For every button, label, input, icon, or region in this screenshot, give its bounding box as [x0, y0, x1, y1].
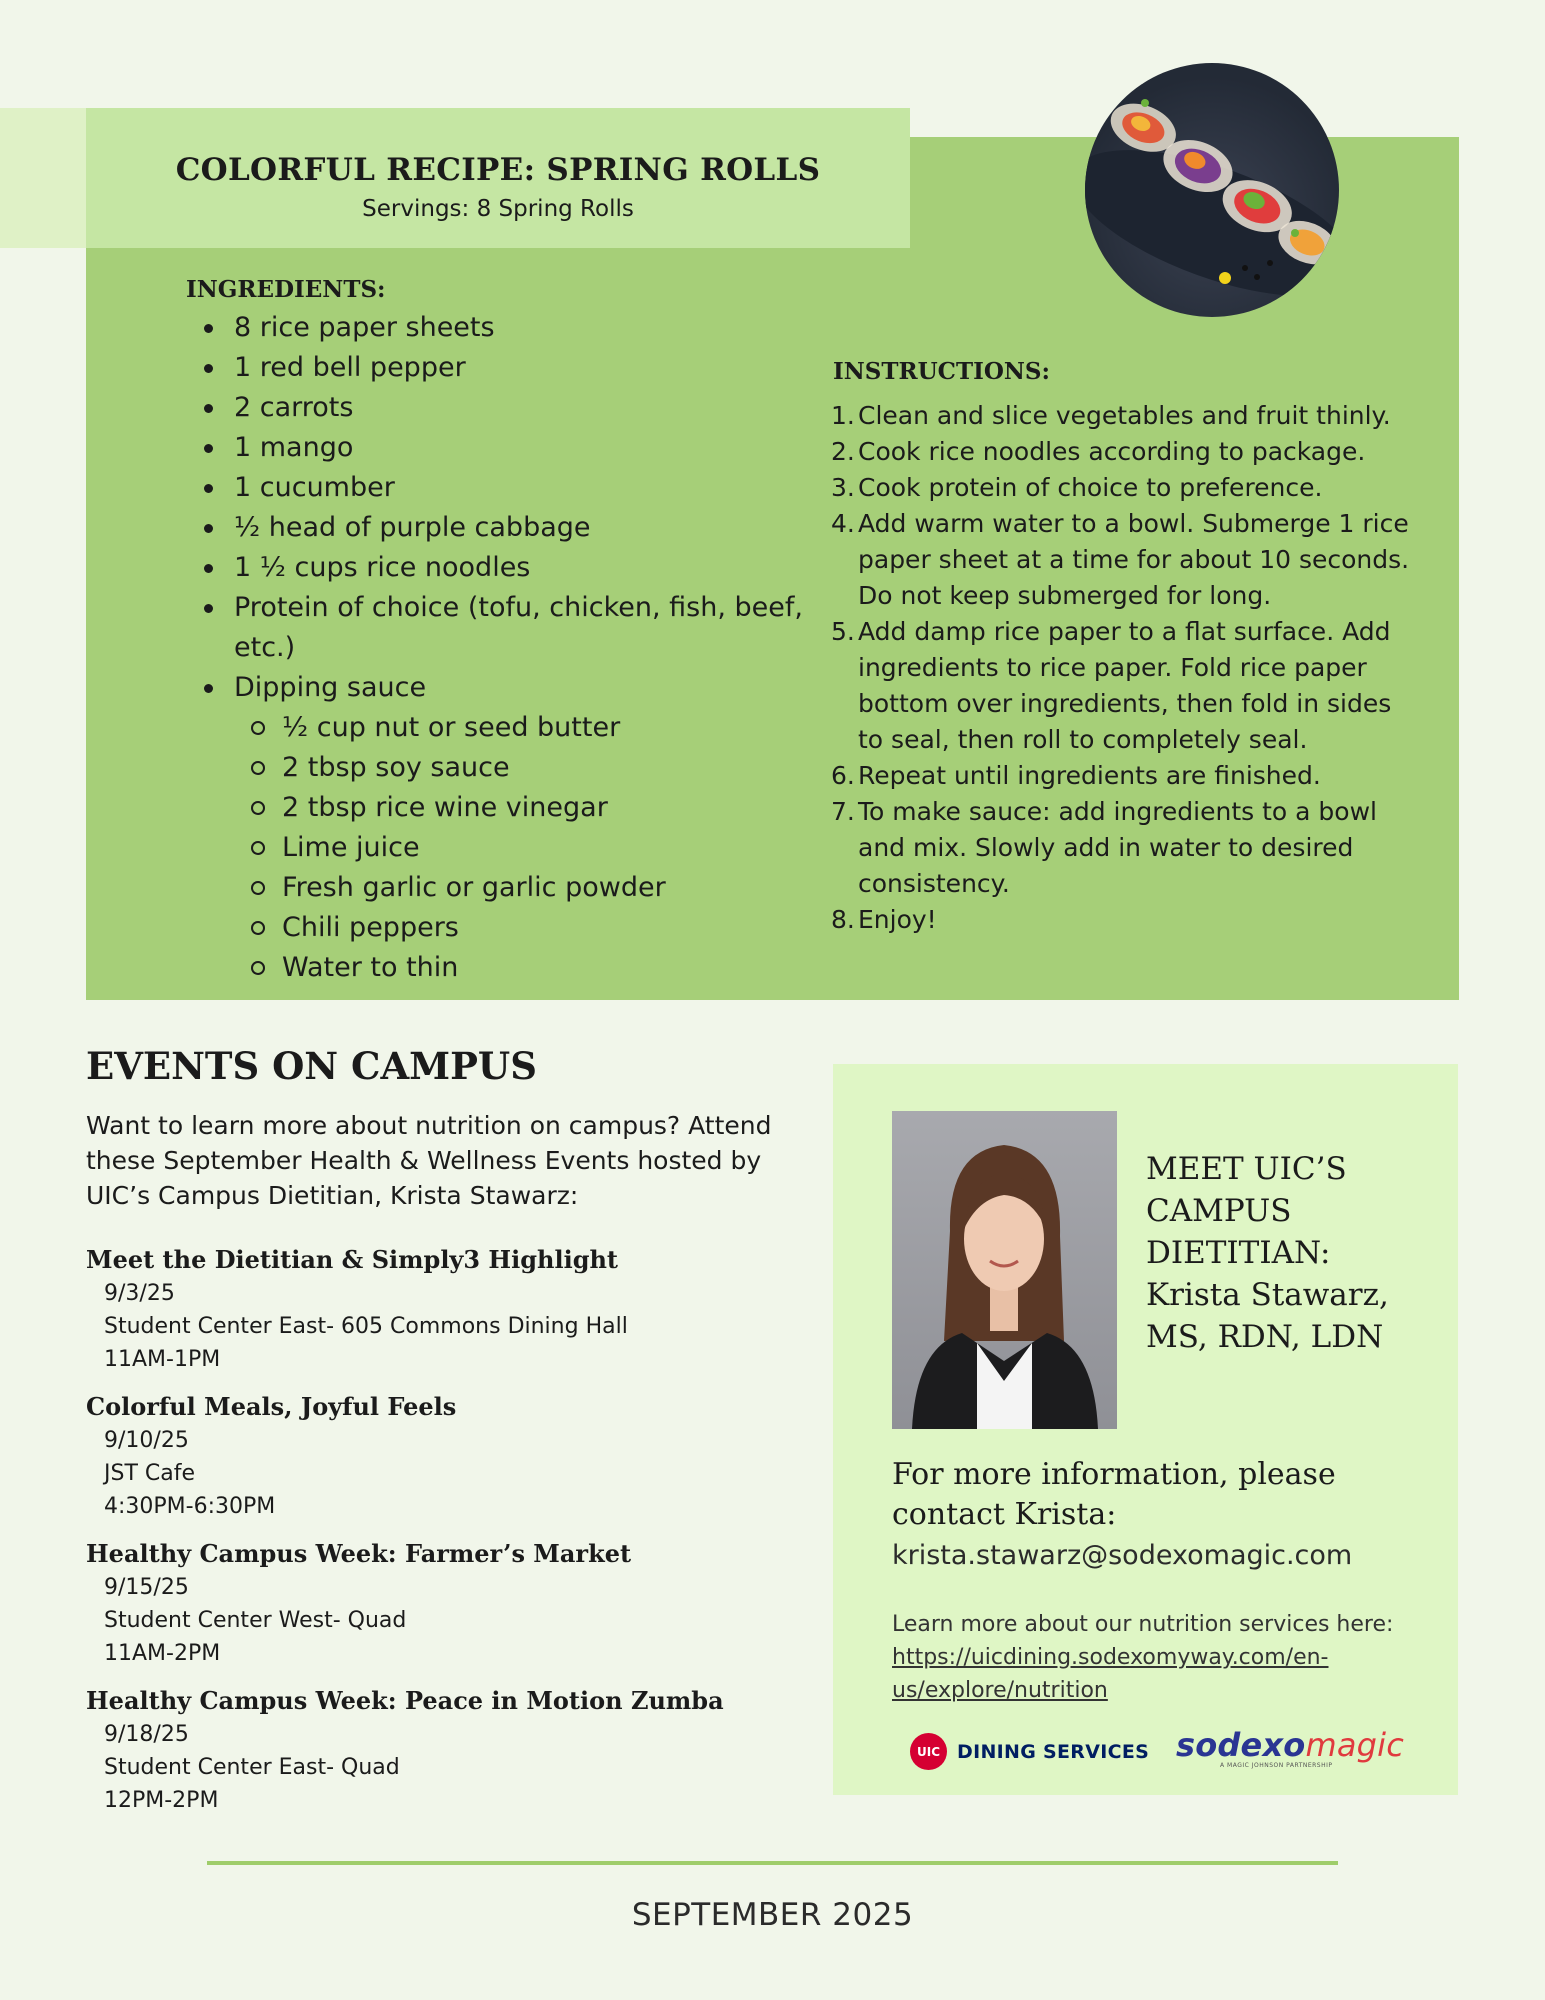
step-number: 5.: [831, 617, 855, 646]
events-title: EVENTS ON CAMPUS: [86, 1044, 537, 1088]
event-name: Healthy Campus Week: Farmer’s Market: [86, 1539, 632, 1568]
ingredient-item: 1 cucumber: [186, 468, 806, 508]
instruction-step: [831, 794, 1421, 902]
sauce-ingredient-item: ½ cup nut or seed butter: [234, 708, 806, 748]
ingredient-item: 2 carrots: [186, 388, 806, 428]
ingredient-item: 1 red bell pepper: [186, 348, 806, 388]
step-number: 3.: [831, 473, 855, 502]
ingredient-item: 8 rice paper sheets: [186, 308, 806, 348]
sodexo-magic-logo: [1176, 1726, 1404, 1769]
ingredient-item: Protein of choice (tofu, chicken, fish, beef, etc.): [186, 588, 806, 668]
recipe-title-box: [86, 108, 910, 248]
ingredient-item: 1 ½ cups rice noodles: [186, 548, 806, 588]
sauce-ingredient-item: Fresh garlic or garlic powder: [234, 868, 806, 908]
event-name: Healthy Campus Week: Peace in Motion Zumba: [86, 1686, 724, 1715]
ingredient-item-label: Dipping sauce: [234, 672, 427, 703]
instructions-heading: INSTRUCTIONS:: [833, 358, 1051, 385]
ingredient-item-dipping-sauce: [186, 668, 806, 988]
step-text: Enjoy!: [858, 905, 937, 934]
sauce-ingredient-item: Water to thin: [234, 948, 806, 988]
instruction-step: [831, 470, 1421, 506]
events-intro: Want to learn more about nutrition on campus? Attend these September Health & Wellness Events hosted by UIC’s Campus Dietitian, Krista Stawarz:: [86, 1111, 772, 1210]
step-text: Cook rice noodles according to package.: [858, 437, 1366, 466]
instruction-step: [831, 902, 1421, 938]
event-location: JST Cafe: [104, 1461, 196, 1486]
nutrition-services-link[interactable]: https://uicdining.sodexomyway.com/en-us/explore/nutrition: [892, 1645, 1329, 1703]
event-location: Student Center East- Quad: [104, 1755, 400, 1780]
learn-more-text: Learn more about our nutrition services here:: [892, 1612, 1394, 1637]
event-date: 9/3/25: [104, 1281, 175, 1306]
sauce-ingredient-item: Chili peppers: [234, 908, 806, 948]
ingredient-item: ½ head of purple cabbage: [186, 508, 806, 548]
ingredient-item: 1 mango: [186, 428, 806, 468]
instructions-list: [831, 398, 1421, 938]
event-date: 9/18/25: [104, 1722, 189, 1747]
learn-more: [892, 1608, 1432, 1707]
event-date: 9/10/25: [104, 1428, 189, 1453]
step-number: 8.: [831, 905, 855, 934]
event-time: 11AM-2PM: [104, 1641, 221, 1666]
meet-line: Krista Stawarz,: [1146, 1277, 1389, 1313]
dietitian-headshot: [892, 1111, 1117, 1429]
more-info-text: For more information, please contact Krista:: [892, 1457, 1336, 1532]
meet-line: MS, RDN, LDN: [1146, 1319, 1384, 1355]
recipe-title: COLORFUL RECIPE: SPRING ROLLS: [175, 152, 821, 188]
step-text: Repeat until ingredients are finished.: [858, 761, 1321, 790]
event-name: Meet the Dietitian & Simply3 Highlight: [86, 1245, 619, 1274]
step-text: Add damp rice paper to a flat surface. Add ingredients to rice paper. Fold rice paper bottom over ingredients, then fold in sides to seal, then roll to completely seal.: [858, 617, 1392, 754]
event-time: 4:30PM-6:30PM: [104, 1494, 276, 1519]
sodexo-word: sodexo: [1176, 1726, 1306, 1764]
ingredients-heading: INGREDIENTS:: [186, 276, 386, 303]
instruction-step: [831, 398, 1421, 434]
meet-line: CAMPUS: [1146, 1193, 1292, 1229]
event-item: [86, 1243, 786, 1376]
step-text: To make sauce: add ingredients to a bowl and mix. Slowly add in water to desired consistency.: [858, 797, 1377, 898]
event-item: [86, 1684, 786, 1817]
event-item: [86, 1537, 786, 1670]
step-number: 7.: [831, 797, 855, 826]
step-number: 6.: [831, 761, 855, 790]
instruction-step: [831, 614, 1421, 758]
uic-dining-text: DINING SERVICES: [957, 1740, 1150, 1763]
meet-dietitian-heading: [1146, 1148, 1436, 1358]
footer-divider: [207, 1861, 1338, 1865]
spring-rolls-photo: [1085, 63, 1339, 317]
instruction-step: [831, 434, 1421, 470]
sodexo-tagline: A MAGIC JOHNSON PARTNERSHIP: [1220, 1762, 1333, 1769]
event-date: 9/15/25: [104, 1575, 189, 1600]
meet-line: MEET UIC’S: [1146, 1151, 1347, 1187]
instruction-step: [831, 758, 1421, 794]
sauce-ingredient-item: Lime juice: [234, 828, 806, 868]
event-time: 12PM-2PM: [104, 1788, 219, 1813]
contact-email[interactable]: krista.stawarz@sodexomagic.com: [892, 1540, 1353, 1571]
event-time: 11AM-1PM: [104, 1347, 221, 1372]
uic-dining-logo: [910, 1733, 1149, 1770]
step-number: 4.: [831, 509, 855, 538]
step-number: 2.: [831, 437, 855, 466]
sauce-ingredient-item: 2 tbsp soy sauce: [234, 748, 806, 788]
footer-date: SEPTEMBER 2025: [631, 1897, 914, 1933]
step-text: Add warm water to a bowl. Submerge 1 rice paper sheet at a time for about 10 seconds. Do not keep submerged for long.: [858, 509, 1410, 610]
meet-line: DIETITIAN:: [1146, 1235, 1331, 1271]
sauce-ingredient-item: 2 tbsp rice wine vinegar: [234, 788, 806, 828]
magic-word: magic: [1305, 1726, 1405, 1764]
ingredients-list: [186, 308, 806, 988]
event-location: Student Center East- 605 Commons Dining Hall: [104, 1314, 628, 1339]
event-location: Student Center West- Quad: [104, 1608, 407, 1633]
step-text: Clean and slice vegetables and fruit thinly.: [858, 401, 1391, 430]
event-name: Colorful Meals, Joyful Feels: [86, 1392, 457, 1421]
event-item: [86, 1390, 786, 1523]
step-number: 1.: [831, 401, 855, 430]
servings: Servings: 8 Spring Rolls: [362, 196, 634, 222]
uic-badge-icon: UIC: [910, 1733, 947, 1770]
instruction-step: [831, 506, 1421, 614]
step-text: Cook protein of choice to preference.: [858, 473, 1323, 502]
sauce-ingredients-list: [234, 708, 806, 988]
